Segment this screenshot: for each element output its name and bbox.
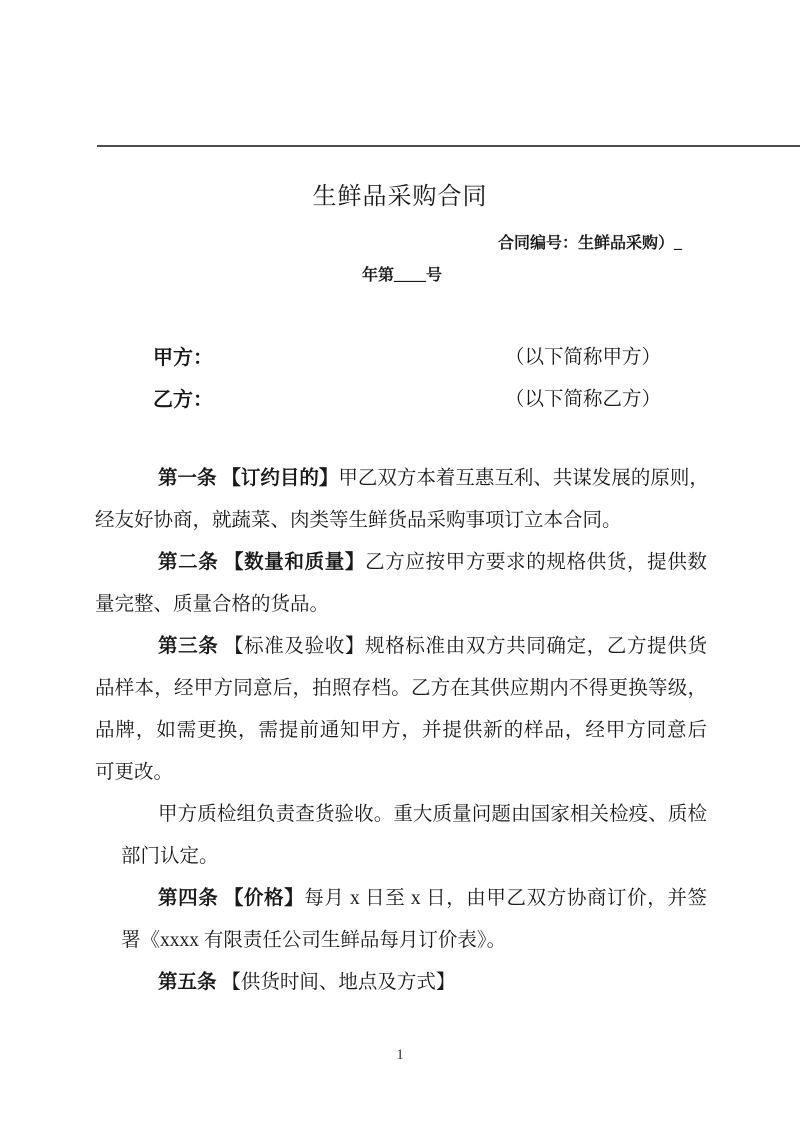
body-line-text: 量完整、质量合格的货品。 [95,594,330,615]
party-yifang-note: （以下简称乙方） [505,389,662,410]
party-yifang-label: 乙方： [153,389,213,411]
body-line-text: 品牌，如需更换，需提前通知甲方，并提供新的样品，经甲方同意后 [95,720,707,741]
body-line [95,542,707,584]
contract-year-number-line: 年第____号 [362,267,443,284]
body-line [95,836,707,878]
body-line [95,500,707,542]
doc-title: 生鲜品采购合同 [312,184,488,210]
body-line-heading-text: 第四条 [158,888,219,909]
body-line-text: 每月 x 日至 x 日，由甲乙双方协商订价，并签 [304,888,707,909]
body-line [95,752,707,794]
body-line-text: 署《xxxx 有限责任公司生鲜品每月订价表》。 [121,930,507,951]
party-jiafang-note: （以下简称甲方） [505,347,662,368]
body-line [95,794,707,836]
body-line-text: 经友好协商，就蔬菜、肉类等生鲜货品采购事项订立本合同。 [95,510,622,531]
contract-number-line: 合同编号：生鲜品采购）_ [497,235,682,252]
body-line-text: 【标准及验收】规格标准由双方共同确定，乙方提供货 [224,636,707,657]
body-line-heading-text: 第五条 [158,972,217,993]
body-line-text: 甲乙双方本着互惠互利、共谋发展的原则， [338,468,709,489]
party-jiafang-label: 甲方： [153,347,213,369]
body-line-heading-text: 第二条 [158,552,219,573]
header-rule [97,145,800,147]
party-row-yifang [0,383,800,409]
body-line-text: 甲方质检组负责查货验收。重大质量问题由国家相关检疫、质检 [158,804,707,825]
party-row-jiafang [0,341,800,367]
body-line-text: 可更改。 [95,762,174,783]
body-line [95,920,707,962]
body-line-heading-text: 第三条 [158,636,219,657]
body-line [95,878,707,920]
body-line-heading-text: 【数量和质量】 [224,552,366,573]
page-number: 1 [396,1047,404,1063]
body-line-text: 乙方应按甲方要求的规格供货，提供数 [365,552,707,573]
body-line-text: 【供货时间、地点及方式】 [221,972,456,993]
body-line-text: 部门认定。 [121,846,219,867]
body-lines [95,458,707,1004]
body-line-heading-text: 第一条 [158,468,217,489]
body-line [95,668,707,710]
body-line [95,710,707,752]
body-line-heading-text: 【价格】 [223,888,305,909]
body-line [95,626,707,668]
body-line [95,458,707,500]
body-line-text: 品样本，经甲方同意后，拍照存档。乙方在其供应期内不得更换等级， [95,678,707,699]
body-line [95,962,707,1004]
body-line-heading-text: 【订约目的】 [221,468,339,489]
body-line [95,584,707,626]
